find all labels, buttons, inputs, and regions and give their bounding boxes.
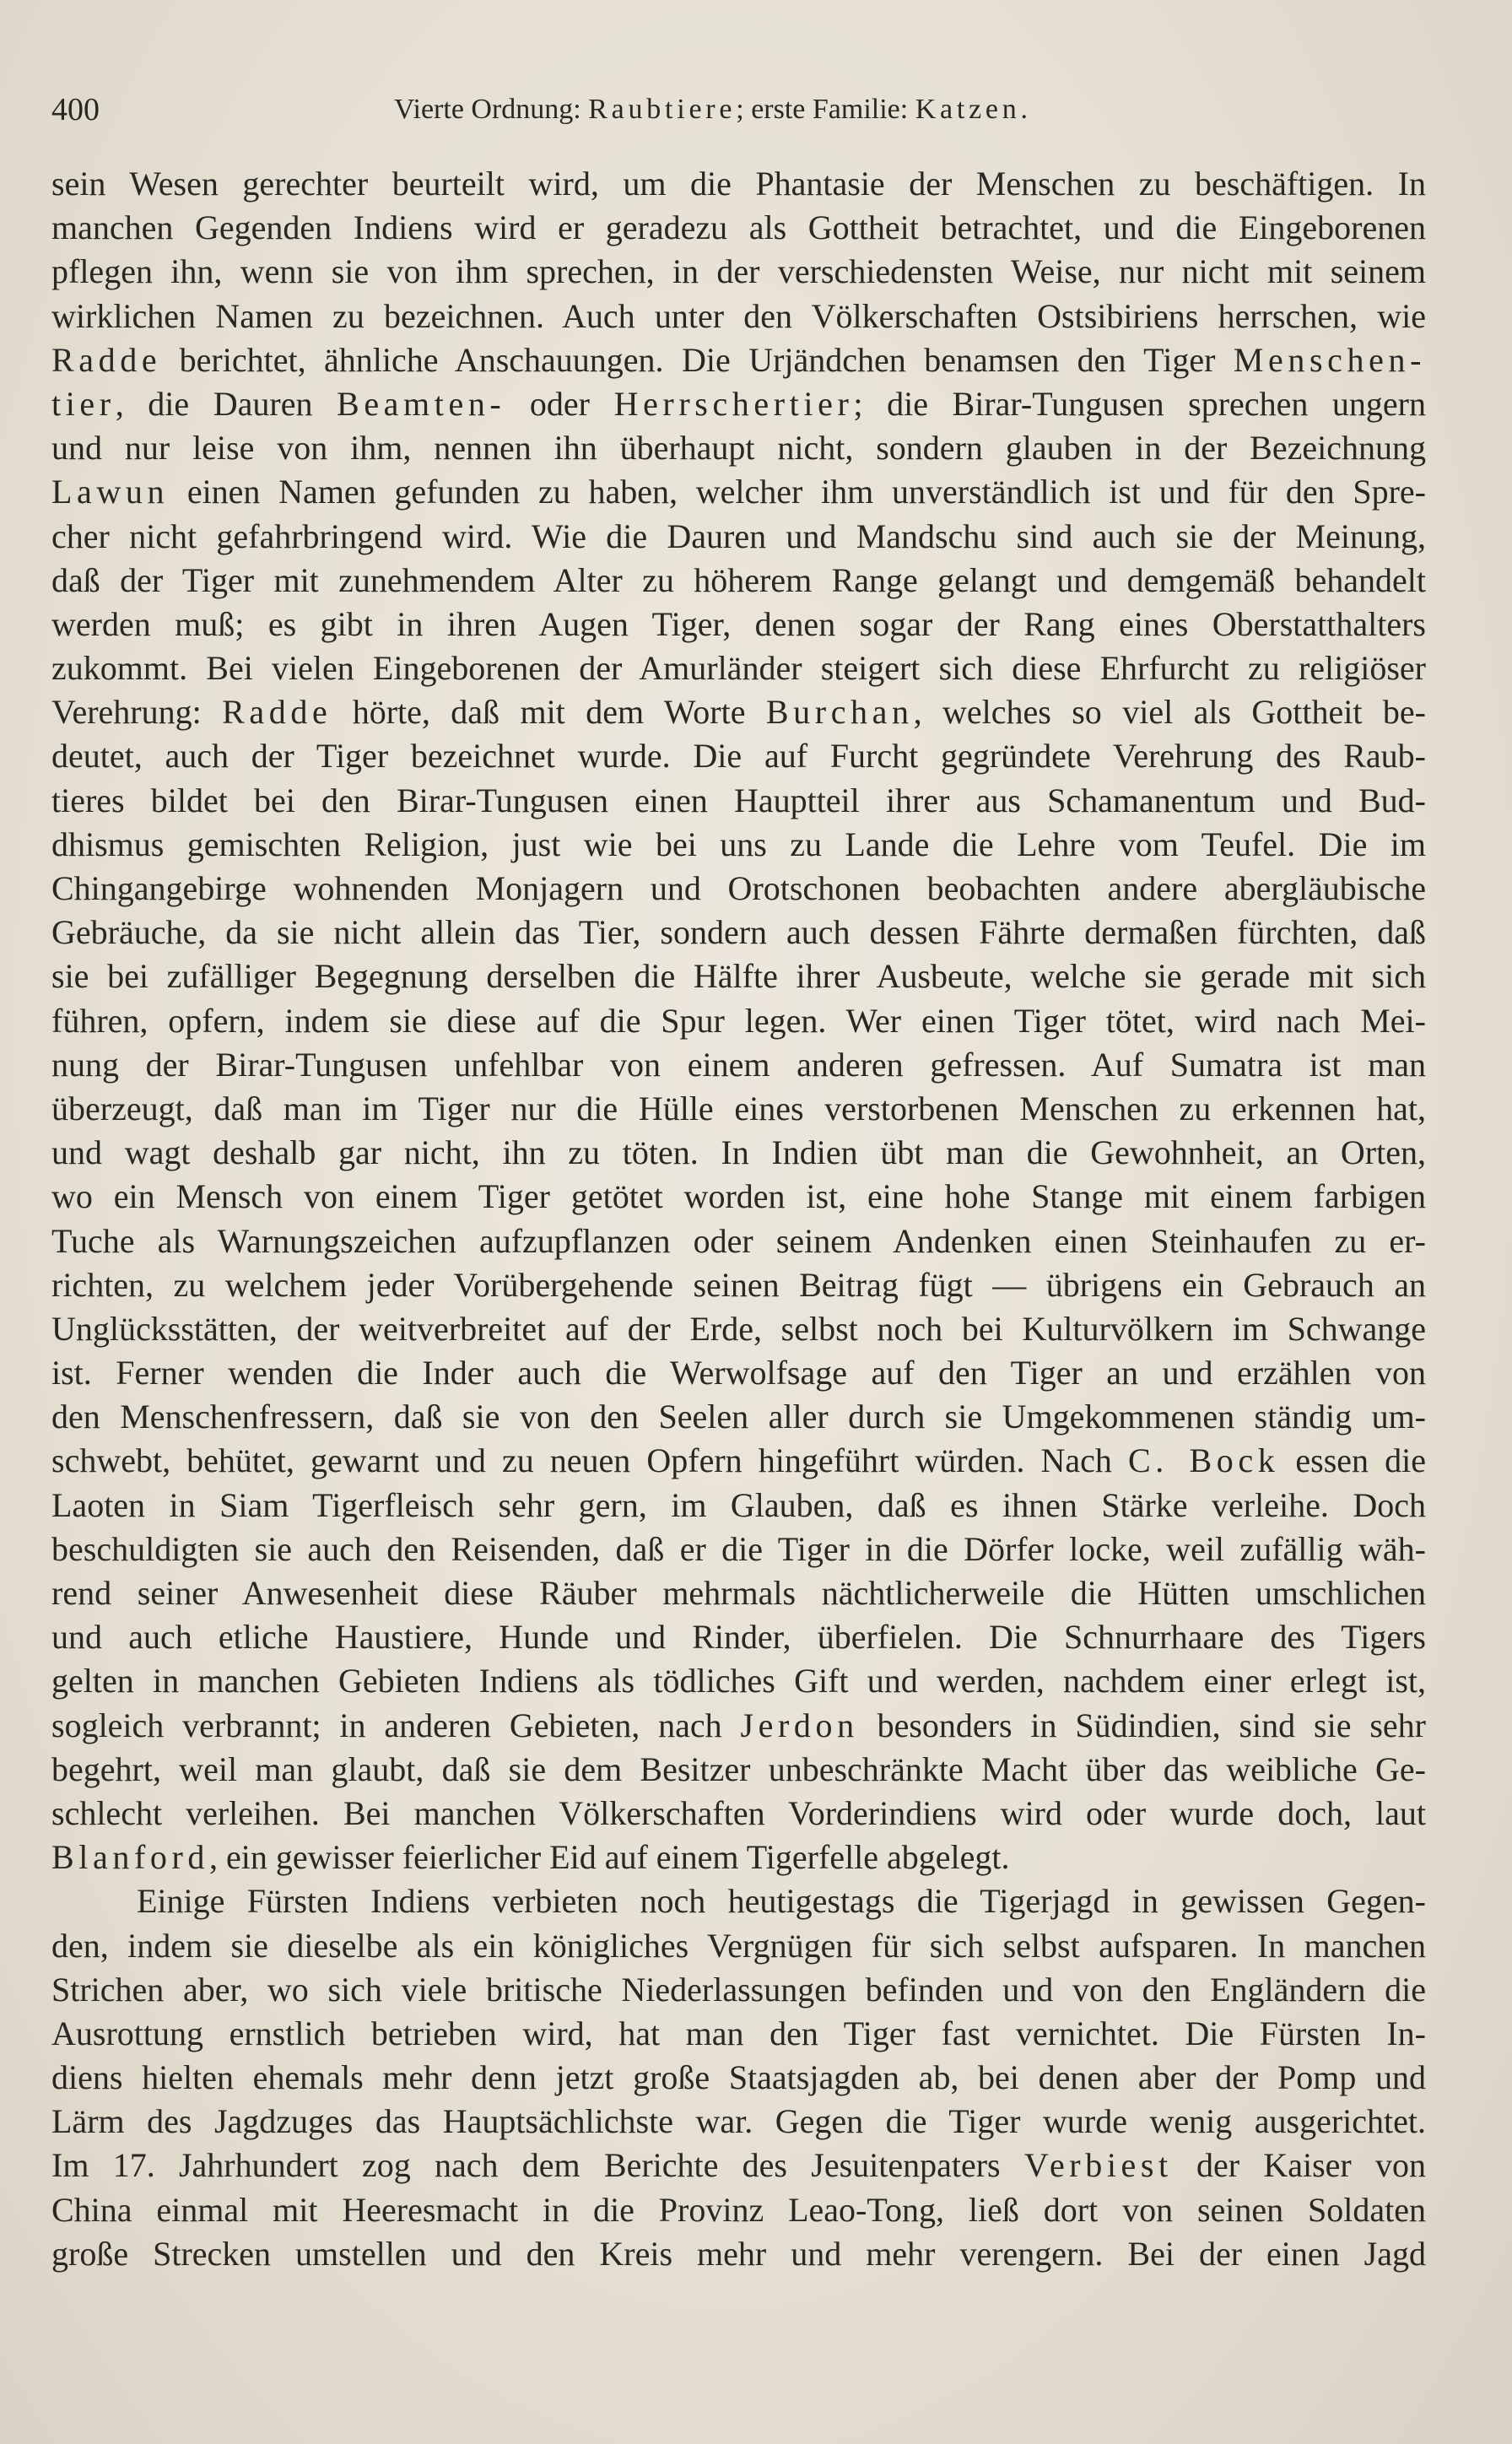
text-line: beschuldigten sie auch den Reisenden, daß er die Tiger in die Dörfer locke, weil zufällig wäh- [51, 1529, 1426, 1568]
text-line: deutet, auch der Tiger bezeichnet wurde. Die auf Furcht gegründete Verehrung des Raub- [51, 737, 1426, 776]
text-line: Einige Fürsten Indiens verbieten noch heutigestags die Tigerjagd in gewissen Gegen- [137, 1882, 1426, 1921]
spaced-emphasis: Burchan [765, 693, 914, 732]
text-line: China einmal mit Heeresmacht in die Provinz Leao-Tong, ließ dort von seinen Soldaten [51, 2190, 1426, 2229]
spaced-emphasis: Menschen- [1233, 340, 1426, 379]
text-line: richten, zu welchem jeder Vorübergehende seinen Beitrag fügt — übrigens ein Gebrauch an [51, 1265, 1426, 1304]
text-line: Laoten in Siam Tigerfleisch sehr gern, im Glauben, daß es ihnen Stärke verleihe. Doch [51, 1485, 1426, 1524]
text-line: rend seiner Anwesenheit diese Räuber mehrmals nächtlicherweile die Hütten umschlichen [51, 1574, 1426, 1612]
text-line [51, 690, 1426, 734]
text-line: und wagt deshalb gar nicht, ihn zu töten. In Indien übt man die Gewohnheit, an Orten, [51, 1133, 1426, 1172]
text-run: ; die Birar-Tungusen sprechen ungern [853, 384, 1426, 423]
text-run: essen die [1279, 1441, 1426, 1480]
running-title-family: Katzen [915, 94, 1021, 125]
text-run: oder [505, 384, 614, 423]
paragraph [51, 162, 1426, 1879]
text-line: Chingangebirge wohnenden Monjagern und Orotschonen beobachten andere abergläubische [51, 869, 1426, 907]
spaced-emphasis: Lawun [51, 473, 170, 511]
text-line: überzeugt, daß man im Tiger nur die Hülle eines verstorbenen Menschen zu erkennen hat, [51, 1089, 1426, 1127]
text-line: nung der Birar-Tungusen unfehlbar von einem anderen gefressen. Auf Sumatra ist man [51, 1045, 1426, 1084]
text-line: pflegen ihn, wenn sie von ihm sprechen, in der verschiedensten Weise, nur nicht mit seinem [51, 252, 1426, 291]
text-line: den Menschenfressern, daß sie von den Seelen aller durch sie Umgekommenen ständig um- [51, 1398, 1426, 1436]
text-line: Tuche als Warnungszeichen aufzupflanzen oder seinem Andenken einen Steinhaufen zu er- [51, 1221, 1426, 1260]
spaced-emphasis: Radde [222, 693, 332, 732]
running-title-order: Raubtiere [588, 94, 737, 125]
spaced-emphasis: tier [51, 384, 116, 423]
text-run: besonders in Südindien, sind sie sehr [858, 1706, 1426, 1744]
text-line: ist. Ferner wenden die Inder auch die Werwolfsage auf den Tiger an und erzählen von [51, 1354, 1426, 1392]
text-line: manchen Gegenden Indiens wird er geradezu als Gottheit betrachtet, und die Eingeborenen [51, 208, 1426, 247]
text-line: führen, opfern, indem sie diese auf die Spur legen. Wer einen Tiger tötet, wird nach Mei- [51, 1001, 1426, 1040]
text-run: sogleich verbrannt; in anderen Gebieten, nach [51, 1706, 741, 1744]
text-line: sie bei zufälliger Begegnung derselben die Hälfte ihrer Ausbeute, welche sie gerade mit sich [51, 957, 1426, 996]
text-line: werden muß; es gibt in ihren Augen Tiger, denen sogar der Rang eines Oberstatthalters [51, 604, 1426, 643]
text-line: zukommt. Bei vielen Eingeborenen der Amurländer steigert sich diese Ehrfurcht zu religiöser [51, 649, 1426, 688]
text-run: der Kaiser von [1172, 2146, 1427, 2185]
spaced-emphasis: Beamten- [337, 384, 506, 423]
paragraph [51, 1879, 1426, 2276]
text-line [51, 1704, 1426, 1748]
text-line [51, 470, 1426, 514]
spaced-emphasis: Blanford [51, 1838, 209, 1877]
text-line: tieres bildet bei den Birar-Tungusen einen Hauptteil ihrer aus Schamanentum und Bud- [51, 781, 1426, 819]
text-line: wirklichen Namen zu bezeichnen. Auch unter den Völkerschaften Ostsibiriens herrschen, wie [51, 296, 1426, 335]
text-line: gelten in manchen Gebieten Indiens als tödliches Gift und werden, nachdem einer erlegt ist, [51, 1662, 1426, 1701]
text-line [51, 1836, 1426, 1879]
text-line: Gebräuche, da sie nicht allein das Tier, sondern auch dessen Fährte dermaßen fürchten, daß [51, 913, 1426, 952]
running-title-middle: ; erste Familie: [736, 94, 915, 125]
text-line: cher nicht gefahrbringend wird. Wie die Dauren und Mandschu sind auch sie der Meinung, [51, 516, 1426, 555]
running-title-prefix: Vierte Ordnung: [394, 94, 589, 125]
spaced-emphasis: Verbiest [1023, 2146, 1173, 2185]
running-title [394, 88, 1028, 132]
text-line: große Strecken umstellen und den Kreis mehr und mehr verengern. Bei der einen Jagd [51, 2234, 1426, 2273]
body-text [51, 162, 1426, 2276]
text-run: , welches so viel als Gottheit be- [913, 693, 1426, 732]
text-line: dhismus gemischten Religion, just wie bei uns zu Lande die Lehre vom Teufel. Die im [51, 825, 1426, 863]
spaced-emphasis: C. Bock [1127, 1441, 1280, 1480]
text-run: Im 17. Jahrhundert zog nach dem Berichte des Jesuitenpaters [51, 2146, 1024, 2185]
text-line [51, 2144, 1426, 2187]
text-line: diens hielten ehemals mehr denn jetzt große Staatsjagden ab, bei denen aber der Pomp und [51, 2058, 1426, 2097]
running-head [51, 88, 1426, 132]
text-run: berichtet, ähnliche Anschauungen. Die Urjändchen benamsen den Tiger [161, 340, 1234, 379]
text-line: den, indem sie dieselbe als ein königliches Vergnügen für sich selbst aufsparen. In manchen [51, 1926, 1426, 1965]
running-title-suffix: . [1020, 94, 1029, 125]
text-line [51, 1439, 1426, 1483]
text-line: sein Wesen gerechter beurteilt wird, um die Phantasie der Menschen zu beschäftigen. In [51, 165, 1426, 203]
text-line: wo ein Mensch von einem Tiger getötet worden ist, eine hohe Stange mit einem farbigen [51, 1177, 1426, 1216]
text-line: begehrt, weil man glaubt, daß sie dem Besitzer unbeschränkte Macht über das weibliche Ge- [51, 1749, 1426, 1788]
text-line: und auch etliche Haustiere, Hunde und Rinder, überfielen. Die Schnurrhaare des Tigers [51, 1618, 1426, 1657]
text-run: hörte, daß mit dem Worte [332, 693, 766, 732]
text-run: , die Dauren [115, 384, 338, 423]
spaced-emphasis: Herrschertier [613, 384, 854, 423]
page-number: 400 [51, 92, 100, 127]
text-line: Unglücksstätten, der weitverbreitet auf der Erde, selbst noch bei Kulturvölkern im Schwange [51, 1309, 1426, 1348]
text-line: Lärm des Jagdzuges das Hauptsächlichste war. Gegen die Tiger wurde wenig ausgerichtet. [51, 2102, 1426, 2141]
text-run: , ein gewisser feierlicher Eid auf einem Tigerfelle abgelegt. [209, 1838, 1010, 1877]
spaced-emphasis: Jerdon [740, 1706, 859, 1744]
text-line: schlecht verleihen. Bei manchen Völkerschaften Vorderindiens wird oder wurde doch, laut [51, 1793, 1426, 1832]
text-run: Verehrung: [51, 693, 223, 732]
text-line [51, 338, 1426, 382]
text-run: schwebt, behütet, gewarnt und zu neuen Opfern hingeführt würden. Nach [51, 1441, 1128, 1480]
text-line: Ausrottung ernstlich betrieben wird, hat man den Tiger fast vernichtet. Die Fürsten In- [51, 2014, 1426, 2052]
text-line: daß der Tiger mit zunehmendem Alter zu höherem Range gelangt und demgemäß behandelt [51, 560, 1426, 599]
spaced-emphasis: Radde [51, 340, 162, 379]
text-line: und nur leise von ihm, nennen ihn überhaupt nicht, sondern glauben in der Bezeichnung [51, 429, 1426, 468]
text-run: einen Namen gefunden zu haben, welcher ihm unverständlich ist und für den Spre- [169, 473, 1426, 511]
text-line: Strichen aber, wo sich viele britische Niederlassungen befinden und von den Engländern die [51, 1970, 1426, 2009]
text-line [51, 382, 1426, 426]
